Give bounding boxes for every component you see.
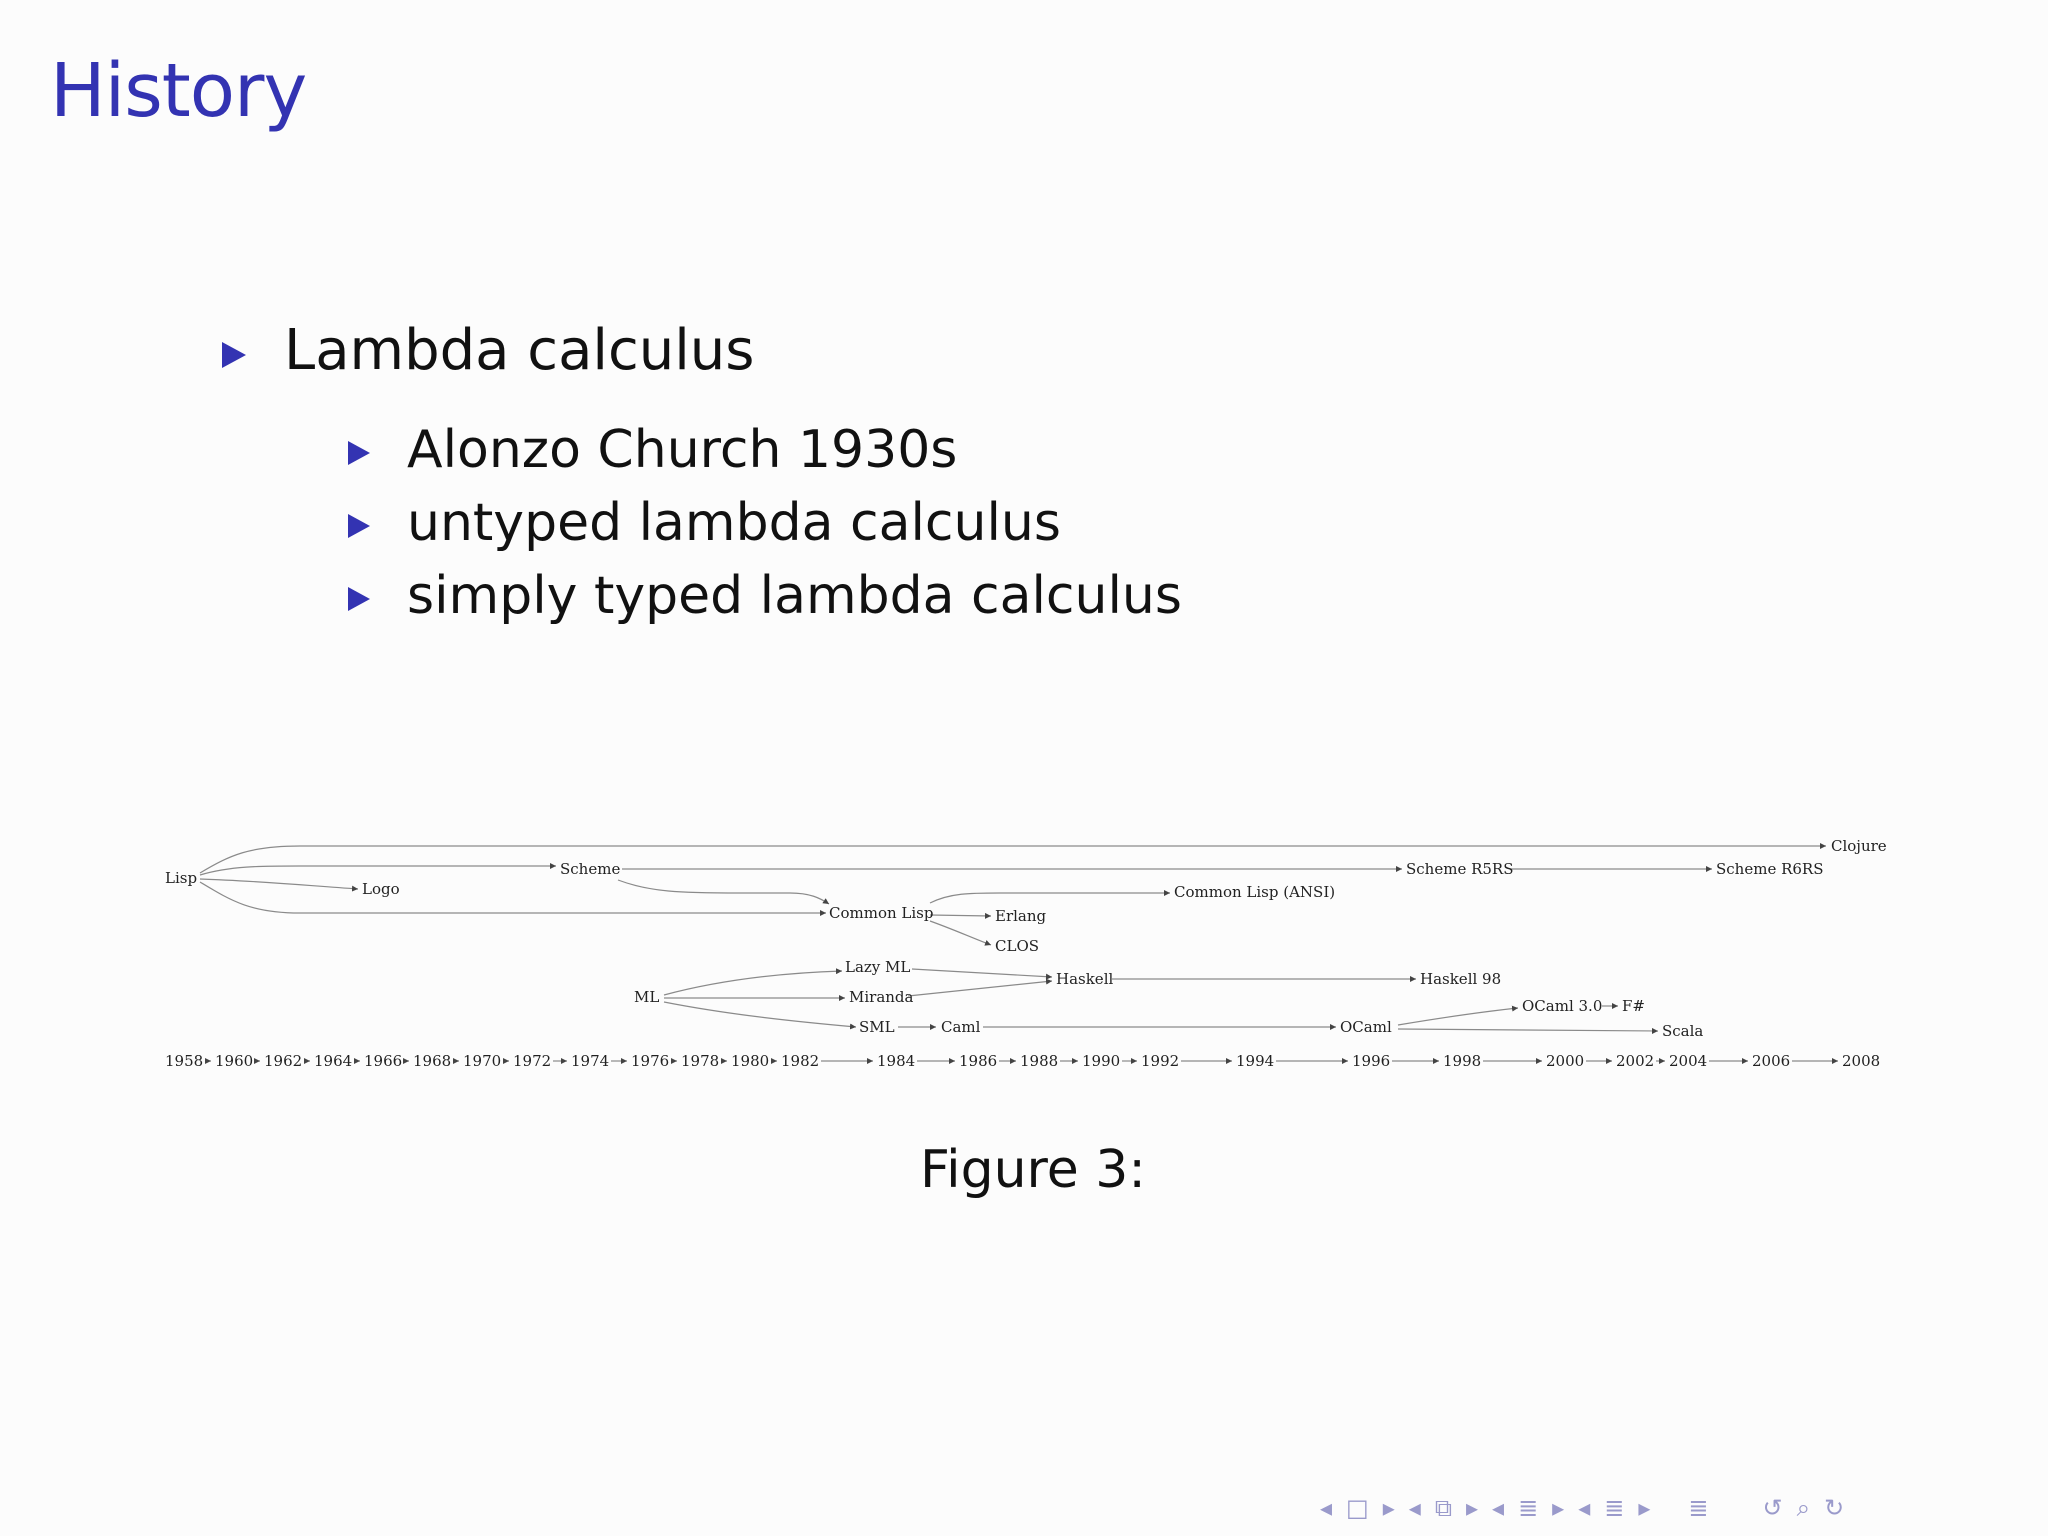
node-scheme-r5rs: Scheme R5RS xyxy=(1406,860,1514,878)
undo-icon[interactable]: ↺ xyxy=(1762,1494,1783,1522)
timeline-year: 1982 xyxy=(781,1052,820,1070)
bullet-item: Lambda calculus xyxy=(284,318,755,383)
slide-title: History xyxy=(50,48,307,134)
redo-icon[interactable]: ↻ xyxy=(1824,1494,1845,1522)
node-clojure: Clojure xyxy=(1831,837,1887,855)
edge-ocaml-ocaml30 xyxy=(1398,1008,1518,1025)
appendix-icon[interactable]: ≣ xyxy=(1688,1494,1709,1522)
edge-lisp-common-lisp xyxy=(200,882,826,913)
timeline-year: 1990 xyxy=(1082,1052,1121,1070)
nav-right-arrow-icon[interactable]: ▸ xyxy=(1638,1494,1651,1522)
section-icon[interactable]: ≣ xyxy=(1518,1494,1539,1522)
bullet-item: untyped lambda calculus xyxy=(407,493,1061,553)
bullet-item: simply typed lambda calculus xyxy=(407,566,1182,626)
edge-ml-sml xyxy=(664,1002,856,1027)
nav-right-arrow-icon[interactable]: ▸ xyxy=(1552,1494,1565,1522)
node-haskell: Haskell xyxy=(1056,970,1114,988)
node-ml: ML xyxy=(634,988,660,1006)
nav-right-arrow-icon[interactable]: ▸ xyxy=(1382,1494,1395,1522)
timeline-year: 1996 xyxy=(1352,1052,1391,1070)
timeline-year: 2002 xyxy=(1616,1052,1655,1070)
beamer-navigation-bar xyxy=(1320,1490,1844,1526)
timeline-year: 1968 xyxy=(413,1052,452,1070)
node-haskell-98: Haskell 98 xyxy=(1420,970,1502,988)
edge-common-lisp-erlang xyxy=(930,915,991,916)
node-logo: Logo xyxy=(362,880,400,898)
frame-icon[interactable]: □ xyxy=(1346,1494,1369,1522)
timeline-year: 1984 xyxy=(877,1052,916,1070)
node-scheme-r6rs: Scheme R6RS xyxy=(1716,860,1824,878)
presentation-icon[interactable]: ≣ xyxy=(1604,1494,1625,1522)
edge-common-lisp-clos xyxy=(930,921,991,945)
node-ocaml-30: OCaml 3.0 xyxy=(1522,997,1603,1015)
timeline-year: 2006 xyxy=(1752,1052,1791,1070)
search-icon[interactable]: ⌕ xyxy=(1796,1494,1811,1522)
edge-lazyml-haskell xyxy=(912,969,1052,977)
node-erlang: Erlang xyxy=(995,907,1047,925)
node-fsharp: F# xyxy=(1622,997,1645,1015)
node-scheme: Scheme xyxy=(560,860,621,878)
timeline-year: 1974 xyxy=(571,1052,610,1070)
nav-left-arrow-icon[interactable]: ◂ xyxy=(1492,1494,1505,1522)
timeline-year: 1986 xyxy=(959,1052,998,1070)
timeline-year: 1960 xyxy=(215,1052,254,1070)
node-clos: CLOS xyxy=(995,937,1040,955)
nav-left-arrow-icon[interactable]: ◂ xyxy=(1578,1494,1591,1522)
timeline-year: 1966 xyxy=(364,1052,403,1070)
nav-left-arrow-icon[interactable]: ◂ xyxy=(1320,1494,1333,1522)
timeline-year: 2008 xyxy=(1842,1052,1881,1070)
timeline-year: 1970 xyxy=(463,1052,502,1070)
timeline-year: 1980 xyxy=(731,1052,770,1070)
timeline-year: 1988 xyxy=(1020,1052,1059,1070)
figure-caption: Figure 3: xyxy=(920,1140,1146,1200)
node-common-lisp-ansi: Common Lisp (ANSI) xyxy=(1174,883,1336,901)
edge-lisp-scheme xyxy=(200,866,556,875)
node-scala: Scala xyxy=(1662,1022,1704,1040)
timeline-year: 1976 xyxy=(631,1052,670,1070)
edge-miranda-haskell xyxy=(908,981,1052,996)
timeline-year: 1994 xyxy=(1236,1052,1275,1070)
edge-ocaml-scala xyxy=(1398,1029,1658,1031)
node-caml: Caml xyxy=(941,1018,981,1036)
subsection-icon[interactable]: ⧉ xyxy=(1434,1494,1452,1522)
timeline-year: 1958 xyxy=(165,1052,204,1070)
node-ocaml: OCaml xyxy=(1340,1018,1392,1036)
timeline-year: 2004 xyxy=(1669,1052,1708,1070)
edge-ml-lazyml xyxy=(664,971,842,995)
edge-lisp-logo xyxy=(200,879,358,889)
timeline-year: 1964 xyxy=(314,1052,353,1070)
node-lazy-ml: Lazy ML xyxy=(845,958,911,976)
timeline-year: 1978 xyxy=(681,1052,720,1070)
timeline-year: 2000 xyxy=(1546,1052,1585,1070)
nav-right-arrow-icon[interactable]: ▸ xyxy=(1465,1494,1479,1522)
bullet-item: Alonzo Church 1930s xyxy=(407,420,958,480)
edge-common-lisp-ansi xyxy=(930,893,1170,903)
timeline-year: 1992 xyxy=(1141,1052,1180,1070)
nav-left-arrow-icon[interactable]: ◂ xyxy=(1408,1494,1421,1522)
node-common-lisp: Common Lisp xyxy=(829,904,934,922)
timeline-year: 1962 xyxy=(264,1052,303,1070)
node-sml: SML xyxy=(859,1018,895,1036)
timeline-year: 1972 xyxy=(513,1052,552,1070)
node-lisp: Lisp xyxy=(165,869,198,887)
edge-scheme-common-lisp xyxy=(618,880,829,904)
node-miranda: Miranda xyxy=(849,988,914,1006)
timeline-year: 1998 xyxy=(1443,1052,1482,1070)
